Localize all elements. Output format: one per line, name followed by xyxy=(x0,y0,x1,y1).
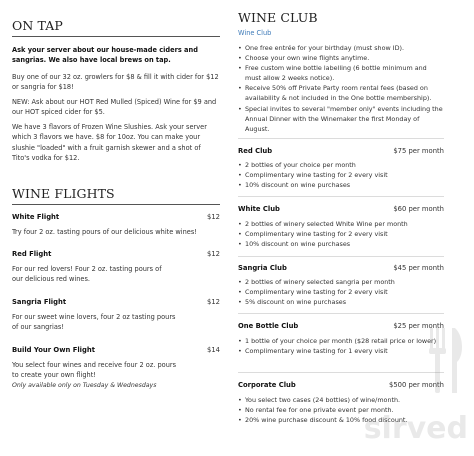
benefit-item: • Receive 50% off Private Party room rental fees (based on availability & not included in the One bottle membership). xyxy=(238,83,444,103)
on-tap-slushies: We have 3 flavors of Frozen Wine Slushies. Ask your server which 3 flavors we have. $8 for 10oz. You can make your slushie "loaded" with a fruit garnish skewer and a shot of Tito's vodka for $12. xyxy=(12,123,207,162)
benefit-item: • Special invites to several "member only" events including the Annual Dinner with the Winemaker the first Monday of August. xyxy=(238,104,444,134)
wine-club-benefits xyxy=(238,43,444,134)
corporate-club-name: Corporate Club xyxy=(238,381,296,389)
on-tap-title: ON TAP xyxy=(12,18,63,33)
perk-item: • No rental fee for one private event per month. xyxy=(238,405,444,415)
red-flight-name: Red Flight xyxy=(12,250,52,258)
red-club-name: Red Club xyxy=(238,147,273,155)
perk-item: • Complimentary wine tasting for 2 every visit xyxy=(238,287,444,297)
white-club-name: White Club xyxy=(238,205,280,213)
wine-flights-title: WINE FLIGHTS xyxy=(12,186,115,201)
club-divider xyxy=(238,256,444,257)
corporate-club-price: $500 per month xyxy=(389,381,444,389)
white-club-price: $60 per month xyxy=(393,205,444,213)
sangria-flight-name: Sangria Flight xyxy=(12,298,67,306)
perk-item: • 2 bottles of winery selected sangria per month xyxy=(238,277,444,287)
club-divider xyxy=(238,196,444,197)
wine-club-title: WINE CLUB xyxy=(238,10,318,25)
fork-knife-icon xyxy=(360,326,470,446)
perk-item: • 20% wine purchase discount & 10% food discount. xyxy=(238,415,444,425)
one-bottle-club-price: $25 per month xyxy=(393,322,444,330)
perk-item: • Complimentary wine tasting for 2 every visit xyxy=(238,170,444,180)
benefit-item: • Free custom wine bottle labelling (6 bottle minimum and must allow 2 weeks notice). xyxy=(238,63,444,83)
watermark-text: sirved xyxy=(363,411,468,446)
benefit-item: • Choose your own wine flights anytime. xyxy=(238,53,444,63)
on-tap-intro: Ask your server about our house-made ciders and sangrias. We also have local brews on tap. xyxy=(12,46,198,65)
club-divider xyxy=(238,313,444,314)
one-bottle-club-name: One Bottle Club xyxy=(238,322,299,330)
build-flight-note: Only available only on Tuesday & Wednesdays xyxy=(12,382,157,389)
white-flight-price: $12 xyxy=(207,213,220,221)
build-flight-name: Build Your Own Flight xyxy=(12,346,95,354)
white-club-perks xyxy=(238,219,444,249)
sangria-club-price: $45 per month xyxy=(393,264,444,272)
sangria-flight-price: $12 xyxy=(207,298,220,306)
perk-item: • 1 bottle of your choice per month ($28 retail price or lower) xyxy=(238,336,444,346)
perk-item: • 10% discount on wine purchases xyxy=(238,180,444,190)
sangria-flight-desc: For our sweet wine lovers, four 2 oz tasting pours of our sangrias! xyxy=(12,313,176,332)
red-club-perks xyxy=(238,160,444,190)
build-flight-price: $14 xyxy=(207,346,220,354)
red-flight-desc: For our red lovers! Four 2 oz. tasting pours of our delicious red wines. xyxy=(12,265,162,284)
on-tap-mulled-wine: NEW: Ask about our HOT Red Mulled (Spiced) Wine for $9 and our HOT spiced cider for $5. xyxy=(12,98,217,117)
perk-item: • Complimentary wine tasting for 2 every visit xyxy=(238,229,444,239)
on-tap-divider xyxy=(12,36,220,37)
build-flight-desc: You select four wines and receive four 2 oz. pours to create your own flight! xyxy=(12,361,177,380)
perk-item: • Complimentary wine tasting for 1 every visit xyxy=(238,346,444,356)
perk-item: • You select two cases (24 bottles) of wine/month. xyxy=(238,395,444,405)
red-flight-price: $12 xyxy=(207,250,220,258)
wine-flights-divider xyxy=(12,204,220,205)
sangria-club-perks xyxy=(238,277,444,307)
on-tap-growlers: Buy one of our 32 oz. growlers for $8 & fill it with cider for $12 or sangria for $18! xyxy=(12,73,219,92)
perk-item: • 10% discount on wine purchases xyxy=(238,239,444,249)
perk-item: • 5% discount on wine purchases xyxy=(238,297,444,307)
perk-item: • 2 bottles of your choice per month xyxy=(238,160,444,170)
white-flight-desc: Try four 2 oz. tasting pours of our delicious white wines! xyxy=(12,228,197,236)
red-club-price: $75 per month xyxy=(393,147,444,155)
white-flight-name: White Flight xyxy=(12,213,60,221)
sangria-club-name: Sangria Club xyxy=(238,264,287,272)
sirved-watermark xyxy=(360,326,470,450)
perk-item: • 2 bottles of winery selected White Wine per month xyxy=(238,219,444,229)
benefit-item: • One free entrée for your birthday (must show ID). xyxy=(238,43,444,53)
benefits-divider xyxy=(238,138,444,139)
wine-club-link[interactable]: Wine Club xyxy=(238,29,272,37)
